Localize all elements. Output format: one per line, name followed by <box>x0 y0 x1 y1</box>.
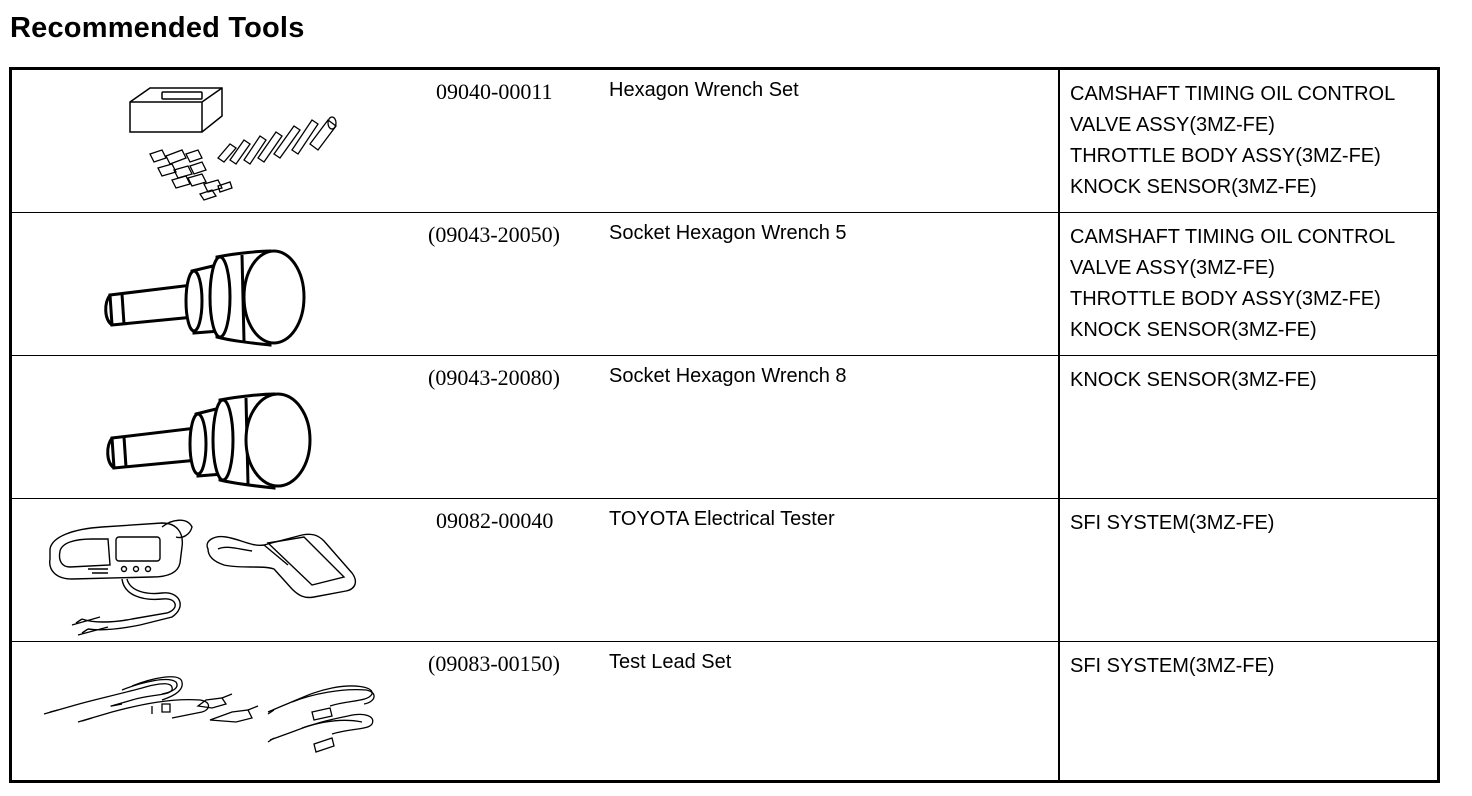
tool-name: Test Lead Set <box>609 651 732 673</box>
socket-hexagon-wrench-icon <box>12 213 412 356</box>
table-row <box>12 356 1437 499</box>
tool-name: Socket Hexagon Wrench 5 <box>609 222 847 244</box>
test-lead-set-icon <box>12 642 412 785</box>
used-for-item: THROTTLE BODY ASSY(3MZ-FE) <box>1070 288 1381 310</box>
used-for-item: KNOCK SENSOR(3MZ-FE) <box>1070 319 1317 341</box>
used-for-list <box>1070 79 1395 203</box>
tool-name: Socket Hexagon Wrench 8 <box>609 365 847 387</box>
used-for-item: KNOCK SENSOR(3MZ-FE) <box>1070 369 1317 391</box>
used-for-list <box>1070 508 1274 539</box>
used-for-item: THROTTLE BODY ASSY(3MZ-FE) <box>1070 145 1381 167</box>
used-for-list <box>1070 651 1274 682</box>
used-for-item: KNOCK SENSOR(3MZ-FE) <box>1070 176 1317 198</box>
part-number: (09043-20080) <box>428 365 560 390</box>
table-row <box>12 213 1437 356</box>
table-row <box>12 499 1437 642</box>
used-for-item: VALVE ASSY(3MZ-FE) <box>1070 114 1275 136</box>
electrical-tester-icon <box>12 499 412 642</box>
part-number: 09082-00040 <box>436 508 554 533</box>
table-row <box>12 70 1437 213</box>
used-for-item: CAMSHAFT TIMING OIL CONTROL <box>1070 83 1396 105</box>
used-for-list <box>1070 365 1317 396</box>
used-for-item: SFI SYSTEM(3MZ-FE) <box>1070 655 1275 677</box>
socket-hexagon-wrench-icon <box>12 356 412 499</box>
tool-name: TOYOTA Electrical Tester <box>609 508 835 530</box>
page-title: Recommended Tools <box>10 12 305 44</box>
tool-name: Hexagon Wrench Set <box>609 79 799 101</box>
table-row <box>12 642 1437 785</box>
part-number: (09043-20050) <box>428 222 560 247</box>
hexagon-wrench-set-icon <box>12 70 412 213</box>
recommended-tools-table <box>9 67 1440 783</box>
part-number: 09040-00011 <box>436 79 553 104</box>
used-for-list <box>1070 222 1395 346</box>
used-for-item: VALVE ASSY(3MZ-FE) <box>1070 257 1275 279</box>
part-number: (09083-00150) <box>428 651 560 676</box>
used-for-item: SFI SYSTEM(3MZ-FE) <box>1070 512 1275 534</box>
used-for-item: CAMSHAFT TIMING OIL CONTROL <box>1070 226 1396 248</box>
